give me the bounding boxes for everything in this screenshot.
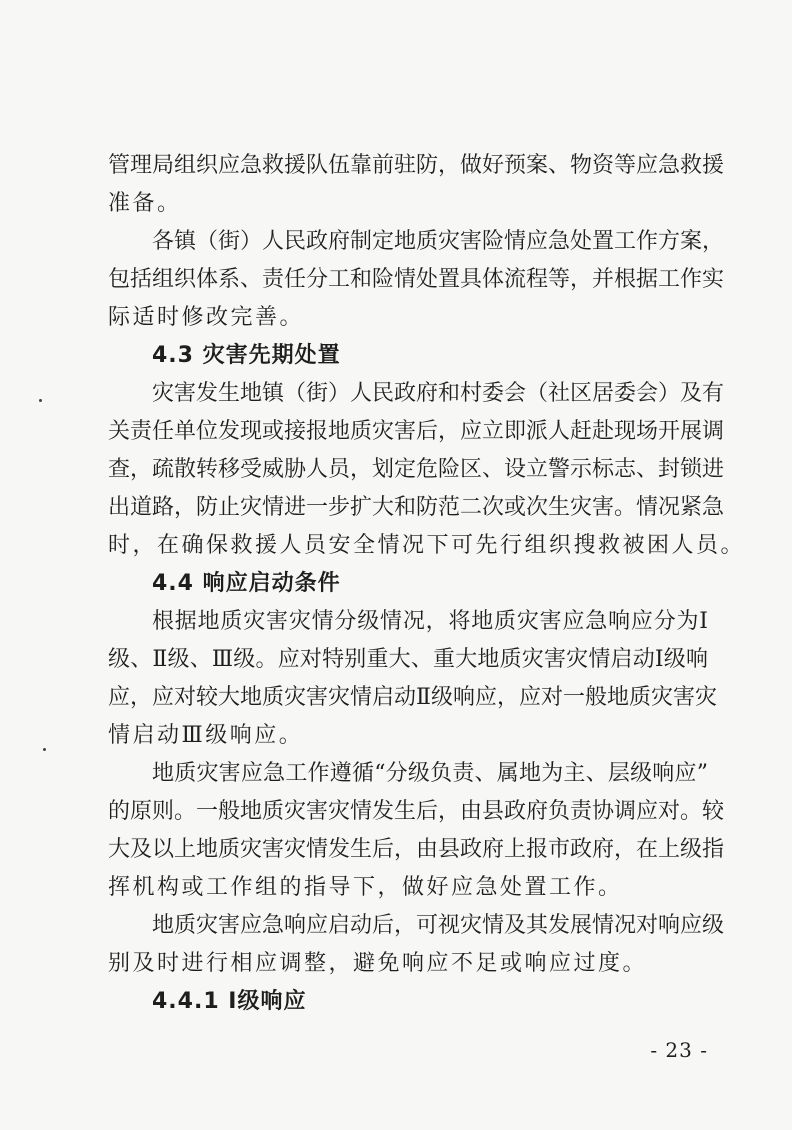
body-text-line: 关责任单位发现或接报地质灾害后，应立即派人赶赴现场开展调 <box>108 419 725 444</box>
page-number: - 23 - <box>650 1038 708 1062</box>
body-text-line: 应，应对较大地质灾害灾情启动Ⅱ级响应，应对一般地质灾害灾 <box>108 685 717 710</box>
body-text-line: 管理局组织应急救援队伍靠前驻防，做好预案、物资等应急救援 <box>108 153 725 178</box>
body-text-line: 际适时修改完善。 <box>108 305 305 330</box>
body-text-line: 查，疏散转移受威胁人员，划定危险区、设立警示标志、封锁进 <box>108 457 725 482</box>
body-text-line: 灾害发生地镇（街）人民政府和村委会（社区居委会）及有 <box>152 381 725 406</box>
body-text-line: 出道路，防止灾情进一步扩大和防范二次或次生灾害。情况紧急 <box>108 495 725 520</box>
scan-speck <box>39 399 42 402</box>
scan-speck <box>43 748 46 751</box>
body-text-line: 挥机构或工作组的指导下，做好应急处置工作。 <box>108 875 623 900</box>
body-text-line: 的原则。一般地质灾害灾情发生后，由县政府负责协调应对。较 <box>108 799 725 824</box>
body-text-line: 各镇（街）人民政府制定地质灾害险情应急处置工作方案， <box>152 229 725 254</box>
body-text-line: 包括组织体系、责任分工和险情处置具体流程等，并根据工作实 <box>108 267 725 292</box>
body-text-line: 级、Ⅱ级、Ⅲ级。应对特别重大、重大地质灾害灾情启动Ⅰ级响 <box>108 647 708 672</box>
body-text-line: 时，在确保救援人员安全情况下可先行组织搜救被困人员。 <box>108 533 746 558</box>
section-heading-4-3: 4.3 灾害先期处置 <box>152 343 341 368</box>
body-text-line: 准备。 <box>108 191 182 216</box>
body-text-line: 别及时进行相应调整，避免响应不足或响应过度。 <box>108 951 648 976</box>
section-heading-4-4-1: 4.4.1 Ⅰ级响应 <box>152 989 307 1014</box>
body-text-line: 地质灾害应急响应启动后，可视灾情及其发展情况对响应级 <box>152 913 725 938</box>
section-heading-4-4: 4.4 响应启动条件 <box>152 571 341 596</box>
body-text-line: 大及以上地质灾害灾情发生后，由县政府上报市政府，在上级指 <box>108 837 725 862</box>
body-text-line: 根据地质灾害灾情分级情况，将地质灾害应急响应分为Ⅰ <box>152 609 708 634</box>
body-text-line: 情启动Ⅲ级响应。 <box>108 723 304 748</box>
body-text-line: 地质灾害应急工作遵循“分级负责、属地为主、层级响应” <box>152 761 708 786</box>
